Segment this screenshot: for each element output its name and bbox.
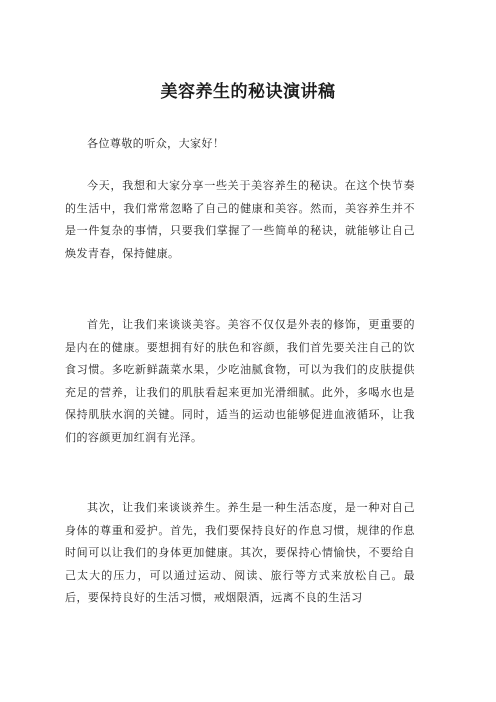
paragraph-greeting: 各位尊敬的听众，大家好！ [87, 137, 225, 150]
document-title: 美容养生的秘诀演讲稿 [160, 82, 336, 102]
paragraph-health-preservation: 其次，让我们来谈谈养生。养生是一种生活态度，是一种对自己身体的尊重和爱护。首先，我们要保持良好的作息习惯，规律的作息时间可以让我们的身体更加健康。其次，要保持心情愉快，不要给自己太大的压力，可以通过运动、阅读、旅行等方式来放松自己。最后，要保持良好的生活习惯，戒烟限酒，远离不良的生活习 [65, 501, 415, 605]
paragraph-beauty: 首先，让我们来谈谈美容。美容不仅仅是外表的修饰，更重要的是内在的健康。要想拥有好的肤色和容颜，我们首先要关注自己的饮食习惯。多吃新鲜蔬菜水果，少吃油腻食物，可以为我们的皮肤提供充足的营养，让我们的肌肤看起来更加光滑细腻。此外，多喝水也是保持肌肤水润的关键。同时，适当的运动也能够促进血液循环，让我们的容颜更加红润有光泽。 [65, 318, 415, 444]
paragraph-introduction: 今天，我想和大家分享一些关于美容养生的秘诀。在这个快节奏的生活中，我们常常忽略了自己的健康和美容。然而，美容养生并不是一件复杂的事情，只要我们掌握了一些简单的秘诀，就能够让自己焕发青春，保持健康。 [65, 179, 415, 260]
